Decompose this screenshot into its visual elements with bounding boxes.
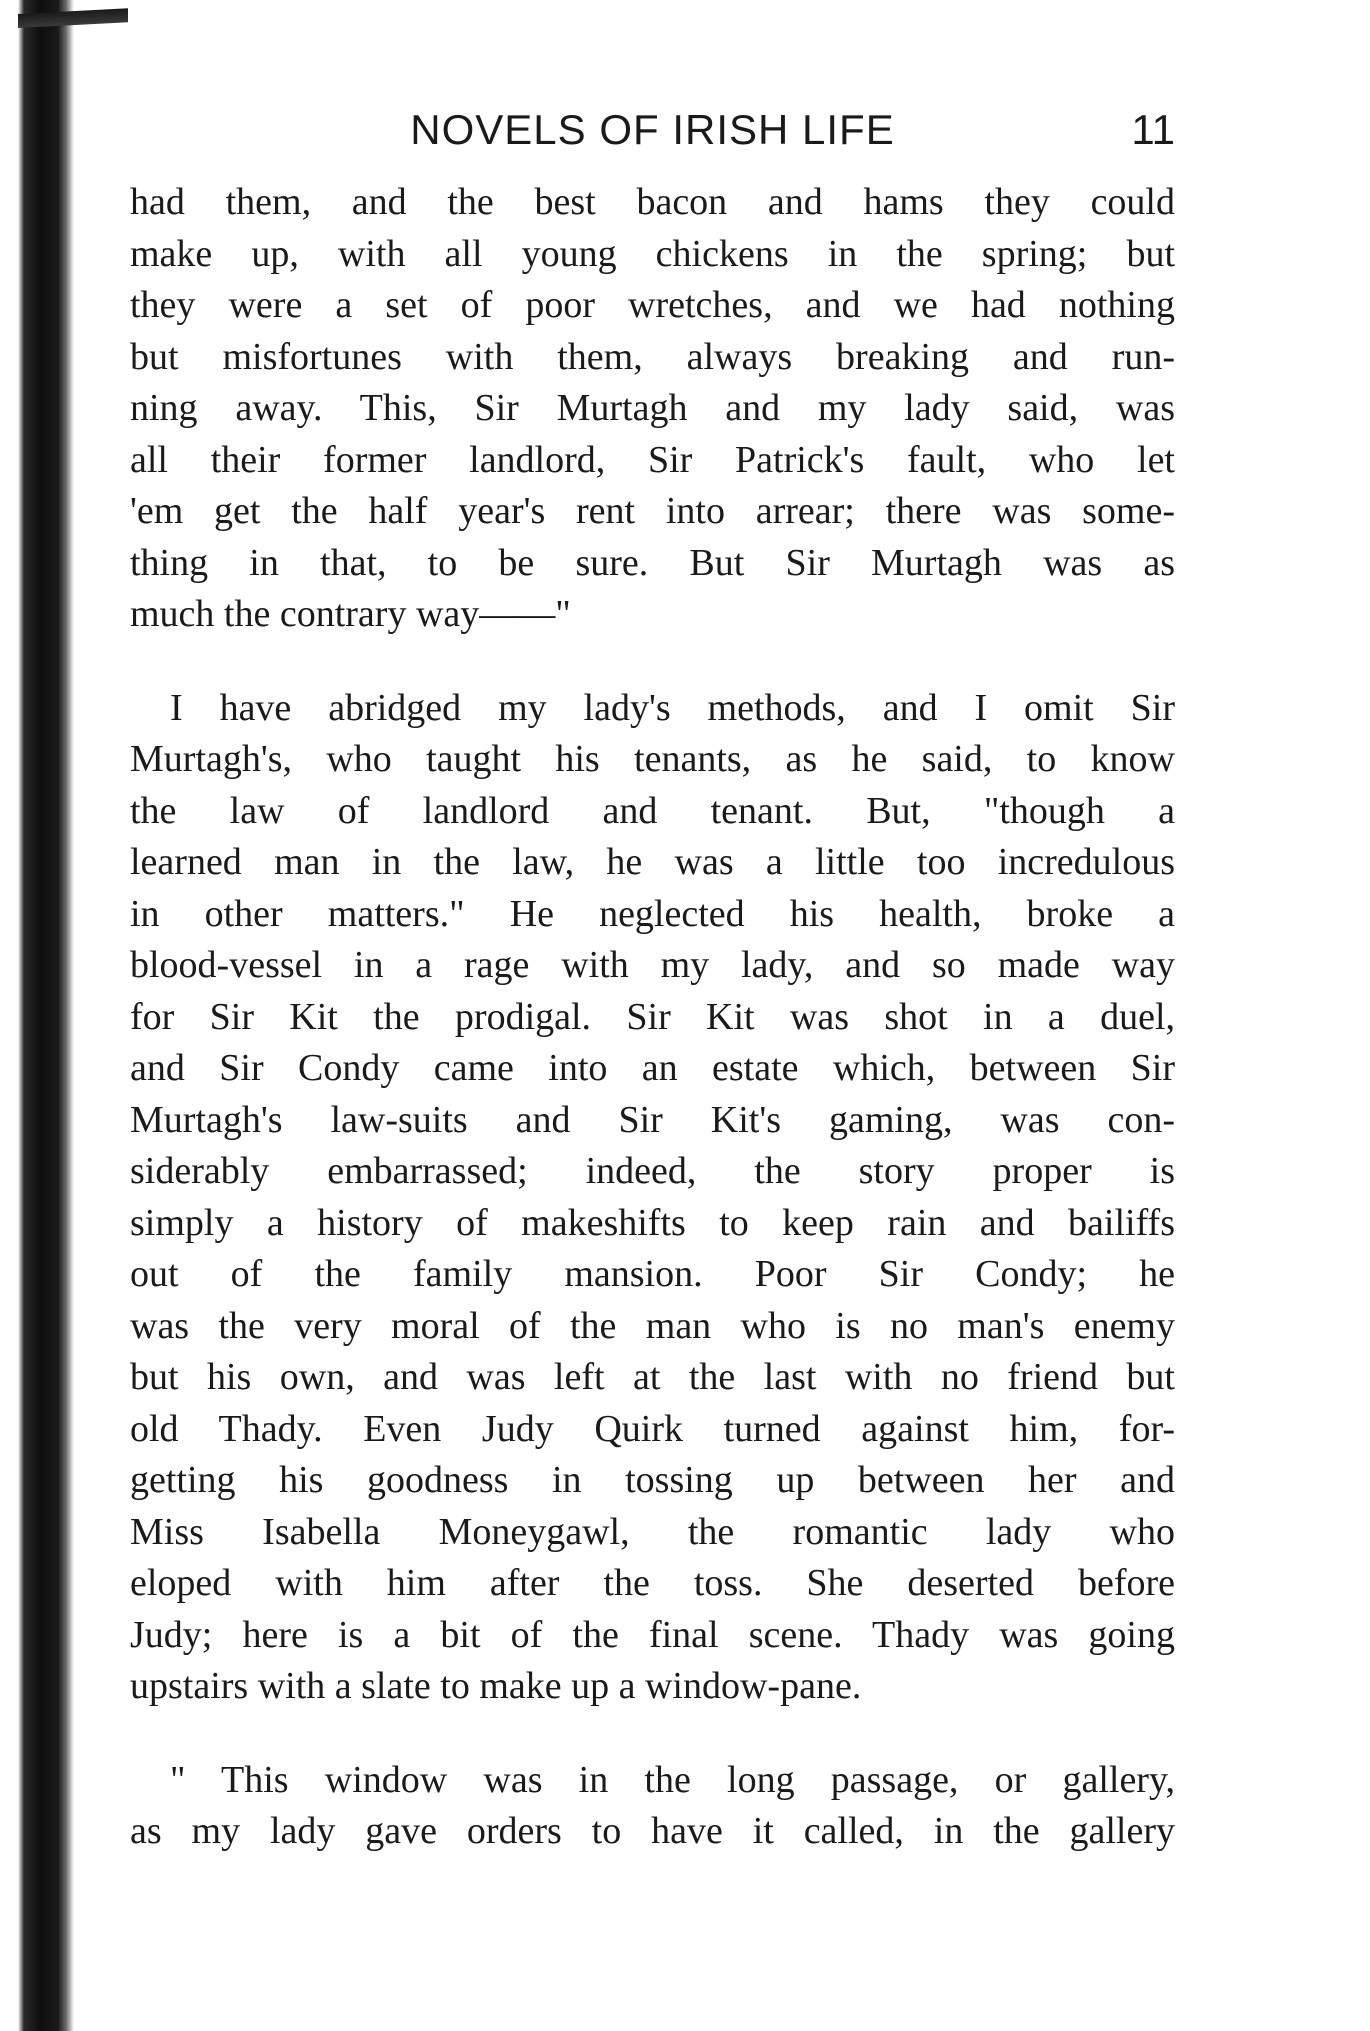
text-line: for Sir Kit the prodigal. Sir Kit was shot in a duel, (130, 995, 1175, 1038)
text-line: siderably embarrassed; indeed, the story proper is (130, 1150, 1175, 1192)
paragraph-1 (130, 177, 1175, 641)
paragraph-gap (130, 1713, 1175, 1755)
paragraph-2 (130, 683, 1175, 1713)
scanned-binding-edge (0, 0, 78, 2031)
text-line: but his own, and was left at the last with no friend but (130, 1356, 1175, 1398)
text-line: and Sir Condy came into an estate which, between Sir (130, 1047, 1175, 1089)
text-line: blood-vessel in a rage with my lady, and so made way (130, 944, 1175, 986)
text-line: in other matters." He neglected his health, broke a (130, 892, 1175, 935)
page-number: 11 (1131, 106, 1175, 153)
text-line: they were a set of poor wretches, and we had nothing (130, 284, 1175, 326)
text-line: had them, and the best bacon and hams they could (130, 181, 1175, 223)
text-line: was the very moral of the man who is no man's enemy (130, 1304, 1175, 1347)
text-line: learned man in the law, he was a little too incredulous (130, 841, 1175, 883)
text-line: Judy; here is a bit of the final scene. Thady was going (130, 1613, 1175, 1656)
page-header (130, 100, 1175, 160)
text-line: as my lady gave orders to have it called, in the gallery (130, 1810, 1175, 1852)
text-line: make up, with all young chickens in the spring; but (130, 232, 1175, 275)
body-text (130, 177, 1175, 1858)
text-line: out of the family mansion. Poor Sir Condy; he (130, 1253, 1175, 1295)
paragraph-gap (130, 641, 1175, 683)
text-line: but misfortunes with them, always breaking and run- (130, 335, 1175, 378)
text-line: Murtagh's law-suits and Sir Kit's gaming, was con- (130, 1098, 1175, 1141)
text-line: getting his goodness in tossing up between her and (130, 1459, 1175, 1501)
text-line: ning away. This, Sir Murtagh and my lady said, was (130, 387, 1175, 429)
text-line: eloped with him after the toss. She deserted before (130, 1562, 1175, 1604)
text-line: simply a history of makeshifts to keep rain and bailiffs (130, 1201, 1175, 1244)
running-title: NOVELS OF IRISH LIFE (410, 106, 895, 153)
text-line: Murtagh's, who taught his tenants, as he said, to know (130, 738, 1175, 780)
text-line: " This window was in the long passage, or gallery, (170, 1758, 1175, 1801)
text-line: the law of landlord and tenant. But, "though a (130, 789, 1175, 832)
text-line: upstairs with a slate to make up a window-pane. (130, 1665, 862, 1707)
text-line: Miss Isabella Moneygawl, the romantic lady who (130, 1510, 1175, 1553)
text-line: thing in that, to be sure. But Sir Murtagh was as (130, 541, 1175, 584)
text-line: much the contrary way——" (130, 593, 571, 635)
text-line: old Thady. Even Judy Quirk turned against him, for- (130, 1407, 1175, 1450)
text-line: all their former landlord, Sir Patrick's fault, who let (130, 438, 1175, 481)
paragraph-3 (130, 1755, 1175, 1858)
text-line: 'em get the half year's rent into arrear; there was some- (130, 490, 1175, 532)
text-line: I have abridged my lady's methods, and I omit Sir (170, 686, 1175, 729)
